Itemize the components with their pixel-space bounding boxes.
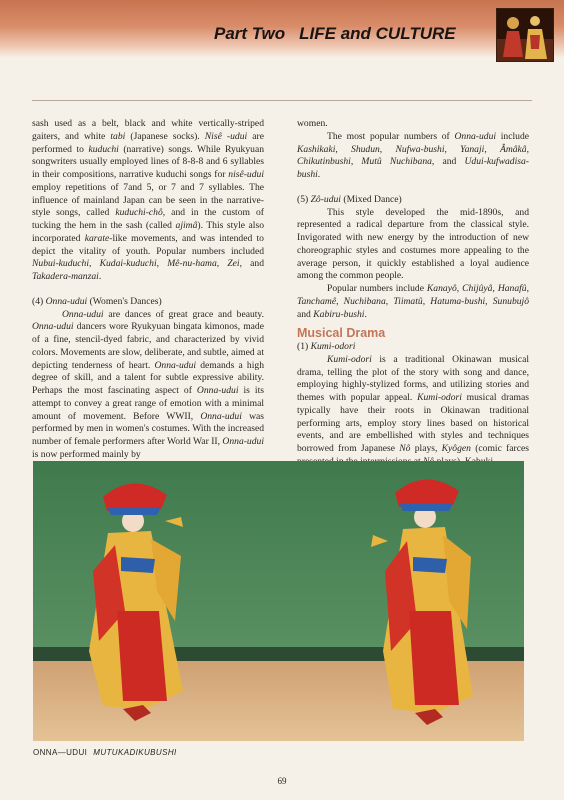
text-run: , (444, 143, 461, 155)
text-run: (Mixed Dance) (340, 193, 402, 205)
running-header (214, 24, 494, 44)
term: Kumi-odori (417, 392, 462, 403)
term: Nuchibana (343, 295, 386, 307)
term: Kumi-odori (310, 341, 356, 352)
term: karate (84, 232, 110, 244)
term: Nubui-kuduchi (32, 258, 90, 270)
text-run: (1) (297, 341, 311, 352)
text-run: is a traditional Okinawan musical drama, telling the plot of the story with song and dance, employing highly-stylized forms, and utilizing stories and themes with popular appeal. (297, 353, 529, 403)
text-run: was performed by men in women's costumes. With the increased number of female performers after World War II, (32, 410, 264, 447)
part-label: Part Two (214, 24, 286, 43)
term: Mutû Nuchibana (361, 156, 432, 168)
text-column-left (32, 118, 264, 462)
term: Shudun (351, 143, 380, 155)
header-thumbnail-photo (496, 8, 554, 62)
term: Kudai-kuduchi (99, 258, 157, 270)
term: Onna-udui (32, 321, 74, 333)
text-run: (4) (32, 295, 46, 307)
text-run: , (485, 295, 493, 307)
paragraph-kumi-odori (297, 354, 529, 469)
term: Kumi-odori (327, 353, 372, 365)
text-run: , (492, 283, 498, 294)
term: Kashikaki (297, 143, 336, 155)
term: ajimâ (175, 220, 198, 231)
term: Onna-udui (196, 385, 239, 396)
term: Chikutinbushi (297, 156, 351, 168)
paragraph-popular-onna-udui (297, 131, 529, 182)
term: Kanayô (426, 283, 457, 294)
text-run: is now performed mainly by (32, 448, 141, 460)
text-run: (comic farces (475, 443, 529, 454)
text-run: (Women's Dances) (87, 295, 162, 307)
text-run: , (336, 295, 344, 307)
term: Âmâkâ (499, 143, 527, 155)
section-title-musical-drama: Musical Drama (297, 326, 386, 341)
paragraph-zo-udui: This style developed the mid-1890s, and represented a radical departure from the classical style. Invigorated with new energy by the introduction of new choreographic styles and costumes more appealing to the average person, it quickly established a loyal audience among the common people. (297, 206, 529, 282)
paragraph-onna-udui (32, 309, 264, 462)
text-run: include (496, 130, 529, 142)
text-run: plays, (410, 443, 442, 454)
text-run: demands a high degree of skill, and a talent for subtle expressive ability. Perhaps the most fascinating aspect of (32, 359, 264, 396)
term: Onna-udui (200, 410, 242, 422)
term: Tanchamê (297, 295, 337, 307)
term: Onna-udui (62, 308, 104, 320)
term: Onna-udui (222, 436, 264, 447)
text-run: . (364, 308, 367, 320)
text-run: musical dramas typically have their roots in Okinawan traditional performing arts, employ story lines based on historical events, and are embellished with styles and techniques borrowed from Japanese (297, 392, 530, 454)
text-run: Popular numbers include (327, 283, 427, 294)
term: Onna-udui (154, 359, 197, 371)
term: Mê-nu-hama (167, 258, 217, 270)
text-column-right (297, 118, 529, 469)
caption-main: ONNA—UDUI (33, 748, 88, 757)
term: kuduchi-chô (115, 207, 163, 219)
text-run: , and (239, 258, 264, 270)
paragraph-nise-udui (32, 118, 264, 284)
text-run: , (89, 258, 100, 270)
text-run: . (317, 169, 321, 180)
header-rule (32, 100, 532, 101)
text-run: dancers wore Ryukyuan bingata kimonos, made of a fine, stencil-dyed fabric, and characterized by vivid colors. Movements are slow, deliberate, and subtle, aimed at depicting tenderness of heart. (32, 321, 264, 371)
term: Hanafû (497, 283, 527, 294)
text-run: (Japanese socks). (125, 130, 205, 142)
text-run: (narrative) songs. While Ryukyuan songwriters usually employed lines of 8-8-8 and 6 syllables in their compositions, narrative kuduchi songs for (32, 143, 264, 180)
term: Hatuma-bushi (430, 295, 486, 307)
text-run: (5) (297, 193, 311, 205)
text-run: ). This style also incorporated (32, 220, 265, 244)
text-run: , (335, 143, 352, 155)
text-run: . (98, 271, 102, 282)
text-run: , (484, 143, 500, 155)
term: Kabiru-bushi (313, 308, 365, 320)
text-run: , (385, 295, 394, 307)
term: tabi (110, 130, 126, 142)
term: Nisê -udui (204, 130, 248, 142)
term: Nô (399, 443, 411, 454)
term: Tiimatû (393, 295, 423, 307)
text-run: , (216, 258, 228, 270)
term: Sunubujô (492, 295, 529, 307)
text-run: , (456, 283, 463, 294)
text-run: , (526, 143, 529, 155)
text-run: -like movements, and was intended to depict the vitality of youth. Popular numbers included (32, 232, 264, 257)
text-run: are dances of great grace and beauty. (103, 308, 264, 320)
paragraph-popular-zo-udui (297, 283, 529, 321)
term: Zô-udui (310, 193, 341, 205)
term: Zei (227, 258, 240, 270)
text-run: employ repetitions of 7and 5, or 7 and 7 syllables. The influence of mainland Japan can be seen in the narrative-style songs, called (32, 181, 264, 219)
subheading-kumi-odori (297, 341, 529, 354)
text-run: , (526, 283, 529, 294)
text-run: are performed to (32, 130, 264, 155)
term: kuduchi (88, 143, 119, 155)
text-run: The most popular numbers of (327, 130, 455, 142)
caption-subtitle: MUTUKADIKUBUSHI (93, 748, 177, 757)
text-run: , and (431, 156, 465, 168)
text-run: , (379, 143, 396, 155)
text-run: , and in the custom of tucking the hem in the sash (called (32, 207, 264, 231)
term: Kyôgen (441, 443, 471, 454)
dancers-photo (33, 461, 524, 741)
text-run: , (422, 295, 431, 307)
term: nisê-udui (228, 169, 264, 180)
text-run: , (156, 258, 168, 270)
paragraph-continuation: women. (297, 118, 328, 129)
term: Onna-udui (454, 130, 497, 142)
term: Udui-kufwadisa-bushi (297, 156, 529, 180)
term: Nufwa-bushi (395, 143, 445, 155)
text-run: sash used as a belt, black and white vertically-striped gaiters, and white (32, 118, 264, 142)
text-run: and (297, 308, 314, 320)
term: Onna-udui (45, 295, 88, 307)
text-run: is its attempt to convey a great range of emotion with a minimal amount of movement. Before WWII, (32, 385, 264, 422)
term: Yanaji (460, 143, 485, 155)
subheading-onna-udui (32, 296, 264, 309)
term: Chijûyâ (462, 283, 493, 294)
term: Takadera-manzai (32, 271, 99, 282)
section-label: LIFE and CULTURE (299, 24, 456, 43)
page-number: 69 (277, 776, 287, 786)
subheading-zo-udui (297, 194, 529, 207)
text-run: , (350, 156, 362, 168)
photo-caption (33, 748, 177, 757)
